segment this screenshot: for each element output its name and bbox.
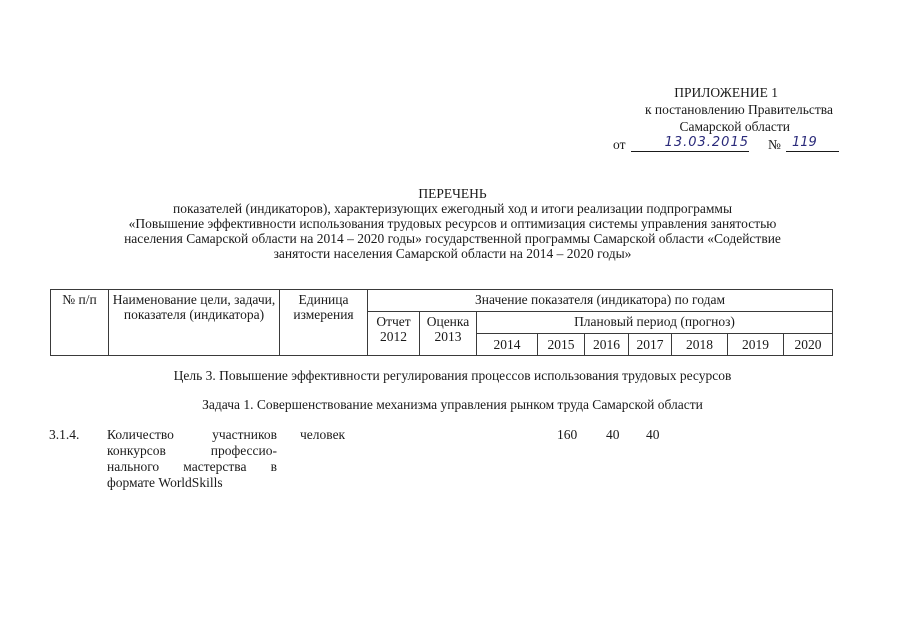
header-estimate-year: 2013: [434, 329, 462, 344]
row-name-line: конкурсов профессио-: [107, 443, 277, 458]
header-values-by-year: Значение показателя (индикатора) по годам: [368, 290, 833, 312]
row-name-line: Количество участников: [107, 427, 277, 442]
year-cell: 2014: [477, 334, 538, 356]
decree-reference: [593, 136, 833, 154]
title-line-2: «Повышение эффективности использования трудовых ресурсов и оптимизация системы управления занятостью: [128, 216, 777, 231]
row-value-2014: 160: [557, 427, 578, 442]
appendix-block: [593, 84, 833, 154]
decree-number: 119: [786, 136, 839, 152]
title-line-4: занятости населения Самарской области на 2014 – 2020 годы»: [273, 246, 632, 261]
header-planned-period: Плановый период (прогноз): [477, 312, 833, 334]
year-cell: 2016: [585, 334, 629, 356]
indicators-table-header: [50, 289, 833, 356]
year-cell: 2017: [629, 334, 672, 356]
appendix-line-3: Самарской области: [679, 119, 790, 134]
title-line-3: населения Самарской области на 2014 – 2020 годы» государственной программы Самарской области «Содействие: [124, 231, 781, 246]
document-title: [40, 186, 865, 261]
header-num: № п/п: [51, 290, 109, 356]
row-name-line: формате WorldSkills: [107, 475, 223, 490]
row-unit: человек: [300, 427, 346, 442]
header-report-year: 2012: [380, 329, 407, 344]
header-report-label: Отчет: [376, 314, 411, 329]
year-cell: 2018: [672, 334, 728, 356]
task-line: Задача 1. Совершенствование механизма управления рынком труда Самарской области: [202, 397, 703, 412]
header-estimate-label: Оценка: [426, 314, 470, 329]
header-report: [368, 312, 420, 356]
year-cell: 2019: [728, 334, 784, 356]
header-unit: Единица измерения: [280, 290, 368, 356]
appendix-line-2: к постановлению Правительства: [644, 102, 833, 117]
header-name: Наименование цели, задачи, показателя (индикатора): [109, 290, 280, 356]
row-value-2015: 40: [606, 427, 620, 442]
appendix-heading: ПРИЛОЖЕНИЕ 1: [674, 85, 778, 100]
row-name-line: нального мастерства в: [107, 459, 277, 474]
year-cell: 2015: [538, 334, 585, 356]
number-label: №: [768, 137, 781, 152]
decree-date: 13.03.2015: [631, 136, 749, 152]
row-number: 3.1.4.: [49, 427, 80, 442]
year-cell: 2020: [784, 334, 833, 356]
row-indicator-name: [107, 427, 277, 491]
from-label: от: [613, 137, 626, 152]
row-value-2016: 40: [646, 427, 660, 442]
title-line-1: показателей (индикаторов), характеризующих ежегодный ход и итоги реализации подпрограммы: [172, 201, 733, 216]
goal-line: Цель 3. Повышение эффективности регулирования процессов использования трудовых ресурсов: [173, 368, 732, 383]
title-heading: ПЕРЕЧЕНЬ: [418, 186, 487, 201]
header-estimate: [420, 312, 477, 356]
